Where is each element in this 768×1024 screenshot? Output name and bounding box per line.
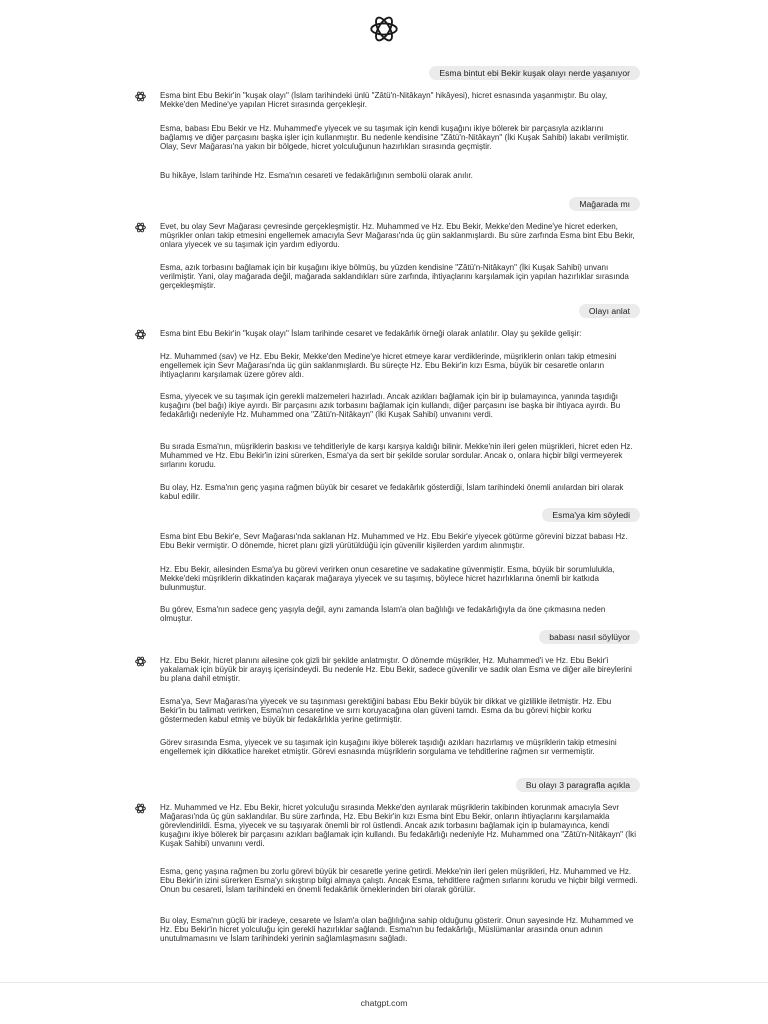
user-message: Olayı anlat (579, 304, 640, 318)
paragraph: Bu görev, Esma'nın sadece genç yaşıyla değil, aynı zamanda İslam'a olan bağlılığı ve fedakârlığıyla da öne çıkmasına neden olmuştur. (160, 605, 606, 624)
paragraph: Esma bint Ebu Bekir'in "kuşak olayı" İslam tarihinde cesaret ve fedakârlık örneği olarak anlatılır. Olay şu şekilde gelişir: (160, 329, 582, 338)
chatgpt-avatar-icon (134, 90, 147, 103)
user-message: Esma'ya kim söyledi (542, 508, 640, 522)
paragraph: Bu olay, Hz. Esma'nın genç yaşına rağmen büyük bir cesaret ve fedakârlık gösterdiği, İslam tarihindeki önemli anılardan biri olarak kabul edilir. (160, 483, 624, 502)
paragraph: Esma, azık torbasını bağlamak için bir kuşağını ikiye bölmüş, bu yüzden kendisine "Zâtü'n-Nitâkayn" (İki Kuşak Sahibi) unvanı verilmiştir. Yani, olay mağarada değil, mağarada saklandıkları süre zarfında, ihtiyaçlarını karşılamak için yapılan hazırlıklar sırasında gerçekleşmiştir. (160, 263, 629, 291)
user-message: Esma bintut ebi Bekir kuşak olayı nerde yaşanıyor (429, 66, 640, 80)
paragraph: Esma bint Ebu Bekir'in "kuşak olayı" (İslam tarihindeki ünlü "Zâtü'n-Nitâkayn" hikâyesi), hicret esnasında yaşanmıştır. Bu olay, Mekke'den Medine'ye yapılan Hicret sırasında gerçekleşir. (160, 91, 608, 110)
paragraph: Hz. Ebu Bekir, ailesinden Esma'ya bu görevi verirken onun cesaretine ve sadakatine güvenmiştir. Esma, büyük bir sorumlulukla, Mekke'deki müşriklerin dikkatinden kaçarak mağaraya yiyecek ve su taşımış, böylece hicret hazırlıklarına önemli bir katkıda bulunmuştur. (160, 565, 615, 593)
paragraph: Esma, genç yaşına rağmen bu zorlu görevi büyük bir cesaretle yerine getirdi. Mekke'nin ileri gelen müşrikleri, Hz. Muhammed ve Hz. Ebu Bekir'in izini sürerken Esma'yı sıkıştırıp bilgi almaya çalıştı. Ancak Esma, tehditlere rağmen sırlarını korudu ve hiçbir bilgi vermedi. Onun bu cesareti, İslam tarihindeki en önemli fedakârlık örneklerinden biri olarak görülür. (160, 867, 638, 895)
chatgpt-avatar-icon (134, 221, 147, 234)
paragraph: Esma'ya, Sevr Mağarası'na yiyecek ve su taşınması gerektiğini babası Ebu Bekir büyük bir dikkat ve gizlilikle iletmiştir. Hz. Ebu Bekir'in bu talimatı verirken, Esma'nın cesaretine ve sırrı koruyacağına olan güveni tamdı. Esma da bu görevi hiçbir korku göstermeden kabul etmiş ve büyük bir fedakârlıkla yerine getirmiştir. (160, 697, 612, 725)
user-message: Bu olayı 3 paragrafla açıkla (516, 778, 640, 792)
paragraph: Bu hikâye, İslam tarihinde Hz. Esma'nın cesareti ve fedakârlığının sembolü olarak anılır. (160, 171, 473, 180)
paragraph: Hz. Muhammed (sav) ve Hz. Ebu Bekir, Mekke'den Medine'ye hicret etmeye karar verdiklerinde, müşriklerin onları takip etmesini engellemek için Sevr Mağarası'nda üç gün saklanmışlardı. Bu süreçte Hz. Ebu Bekir'in kızı Esma, büyük bir cesaretle onların ihtiyaçlarını karşılamak üzere görev aldı. (160, 352, 617, 380)
paragraph: Esma, yiyecek ve su taşımak için gerekli malzemeleri hazırladı. Ancak azıkları bağlamak için bir ip bulamayınca, yanında taşıdığı kuşağını (bel bağı) ikiye ayırdı. Bir parçasını azık torbasını bağlamak için kullandı, diğer parçasını ise başka bir ihtiyaca ayırdı. Bu fedakârlığı nedeniyle Hz. Muhammed ona "Zâtü'n-Nitâkayn" (İki Kuşak Sahibi) unvanını verdi. (160, 392, 621, 420)
paragraph: Esma bint Ebu Bekir'e, Sevr Mağarası'nda saklanan Hz. Muhammed ve Hz. Ebu Bekir'e yiyecek götürme görevini bizzat babası Hz. Ebu Bekir vermiştir. O dönemde, hicret planı gizli yürütüldüğü için güvenilir kişilerden yardım alınmıştır. (160, 532, 628, 551)
paragraph: Hz. Ebu Bekir, hicret planını ailesine çok gizli bir şekilde anlatmıştır. O dönemde müşrikler, Hz. Muhammed'i ve Hz. Ebu Bekir'i yakalamak için büyük bir arayış içerisindeydi. Bu nedenle Hz. Ebu Bekir, sadece güvenilir ve sadık olan Esma ve diğer aile bireylerini bu plana dahil etmiştir. (160, 656, 632, 684)
user-message: babası nasıl söylüyor (539, 630, 640, 644)
openai-logo-icon (367, 12, 401, 46)
chatgpt-avatar-icon (134, 328, 147, 341)
paragraph: Bu olay, Esma'nın güçlü bir iradeye, cesarete ve İslam'a olan bağlılığına sahip olduğunu gösterir. Onun sayesinde Hz. Muhammed ve Hz. Ebu Bekir'in hicret yolculuğu için gerekli hazırlıklar sağlandı. Esma'nın bu fedakârlığı, Müslümanlar arasında onun adının unutulmamasını ve İslam tarihindeki yerinin sağlamlaşmasını sağladı. (160, 916, 634, 944)
paragraph: Bu sırada Esma'nın, müşriklerin baskısı ve tehditleriyle de karşı karşıya kaldığı bilinir. Mekke'nin ileri gelen müşrikleri, hicret eden Hz. Muhammed ve Hz. Ebu Bekir'in izini sürerken, Esma'ya da sert bir şekilde sorular sordular. Ancak o, onlara hiçbir bilgi vermeyerek sırlarını korudu. (160, 442, 633, 470)
footer-divider (0, 982, 768, 983)
paragraph: Esma, babası Ebu Bekir ve Hz. Muhammed'e yiyecek ve su taşımak için kendi kuşağını ikiye bölerek bir parçasıyla azıklarını bağlamış ve diğer parçasını başka işler için kullanmıştır. Bu nedenle kendisine "Zâtü'n-Nitâkayn" (İki Kuşak Sahibi) lakabı verilmiştir. Olay, Sevr Mağarası'na yakın bir bölgede, hicret yolculuğunun hazırlıkları sırasında geçmiştir. (160, 124, 629, 152)
paragraph: Görev sırasında Esma, yiyecek ve su taşımak için kuşağını ikiye bölerek taşıdığı azıkları hazırlamış ve müşriklerin takip etmesini engellemek için dikkatlice hareket etmiştir. Görevi esnasında müşriklerin sorgulama ve tehditlerine rağmen sır vermemiştir. (160, 738, 617, 757)
chatgpt-avatar-icon (134, 655, 147, 668)
chatgpt-avatar-icon (134, 802, 147, 815)
footer-link[interactable]: chatgpt.com (360, 998, 408, 1008)
paragraph: Hz. Muhammed ve Hz. Ebu Bekir, hicret yolculuğu sırasında Mekke'den ayrılarak müşriklerin takibinden korunmak amacıyla Sevr Mağarası'nda üç gün saklandılar. Bu süre zarfında, Hz. Ebu Bekir'in kızı Esma bint Ebu Bekir, onların ihtiyaçlarını karşılamakla görevlendirildi. Esma, yiyecek ve su taşıyarak önemli bir rol üstlendi. Ancak azık torbasını bağlamak için ip bulamayınca, kendi kuşağını ikiye bölerek bir parçasını azıkları bağlamak için kullandı. Bu fedakârlığı nedeniyle Hz. Muhammed ona "Zâtü'n-Nitâkayn" (İki Kuşak Sahibi) unvanını verdi. (160, 803, 636, 849)
paragraph: Evet, bu olay Sevr Mağarası çevresinde gerçekleşmiştir. Hz. Muhammed ve Hz. Ebu Bekir, Mekke'den Medine'ye hicret ederken, müşrikler onları takip etmesini engellemek amacıyla Sevr Mağarası'nda üç gün saklanmışlardı. Bu süre zarfında Esma bint Ebu Bekir, onlara yiyecek ve su taşımak için yardım ediyordu. (160, 222, 635, 250)
user-message: Mağarada mı (569, 197, 640, 211)
